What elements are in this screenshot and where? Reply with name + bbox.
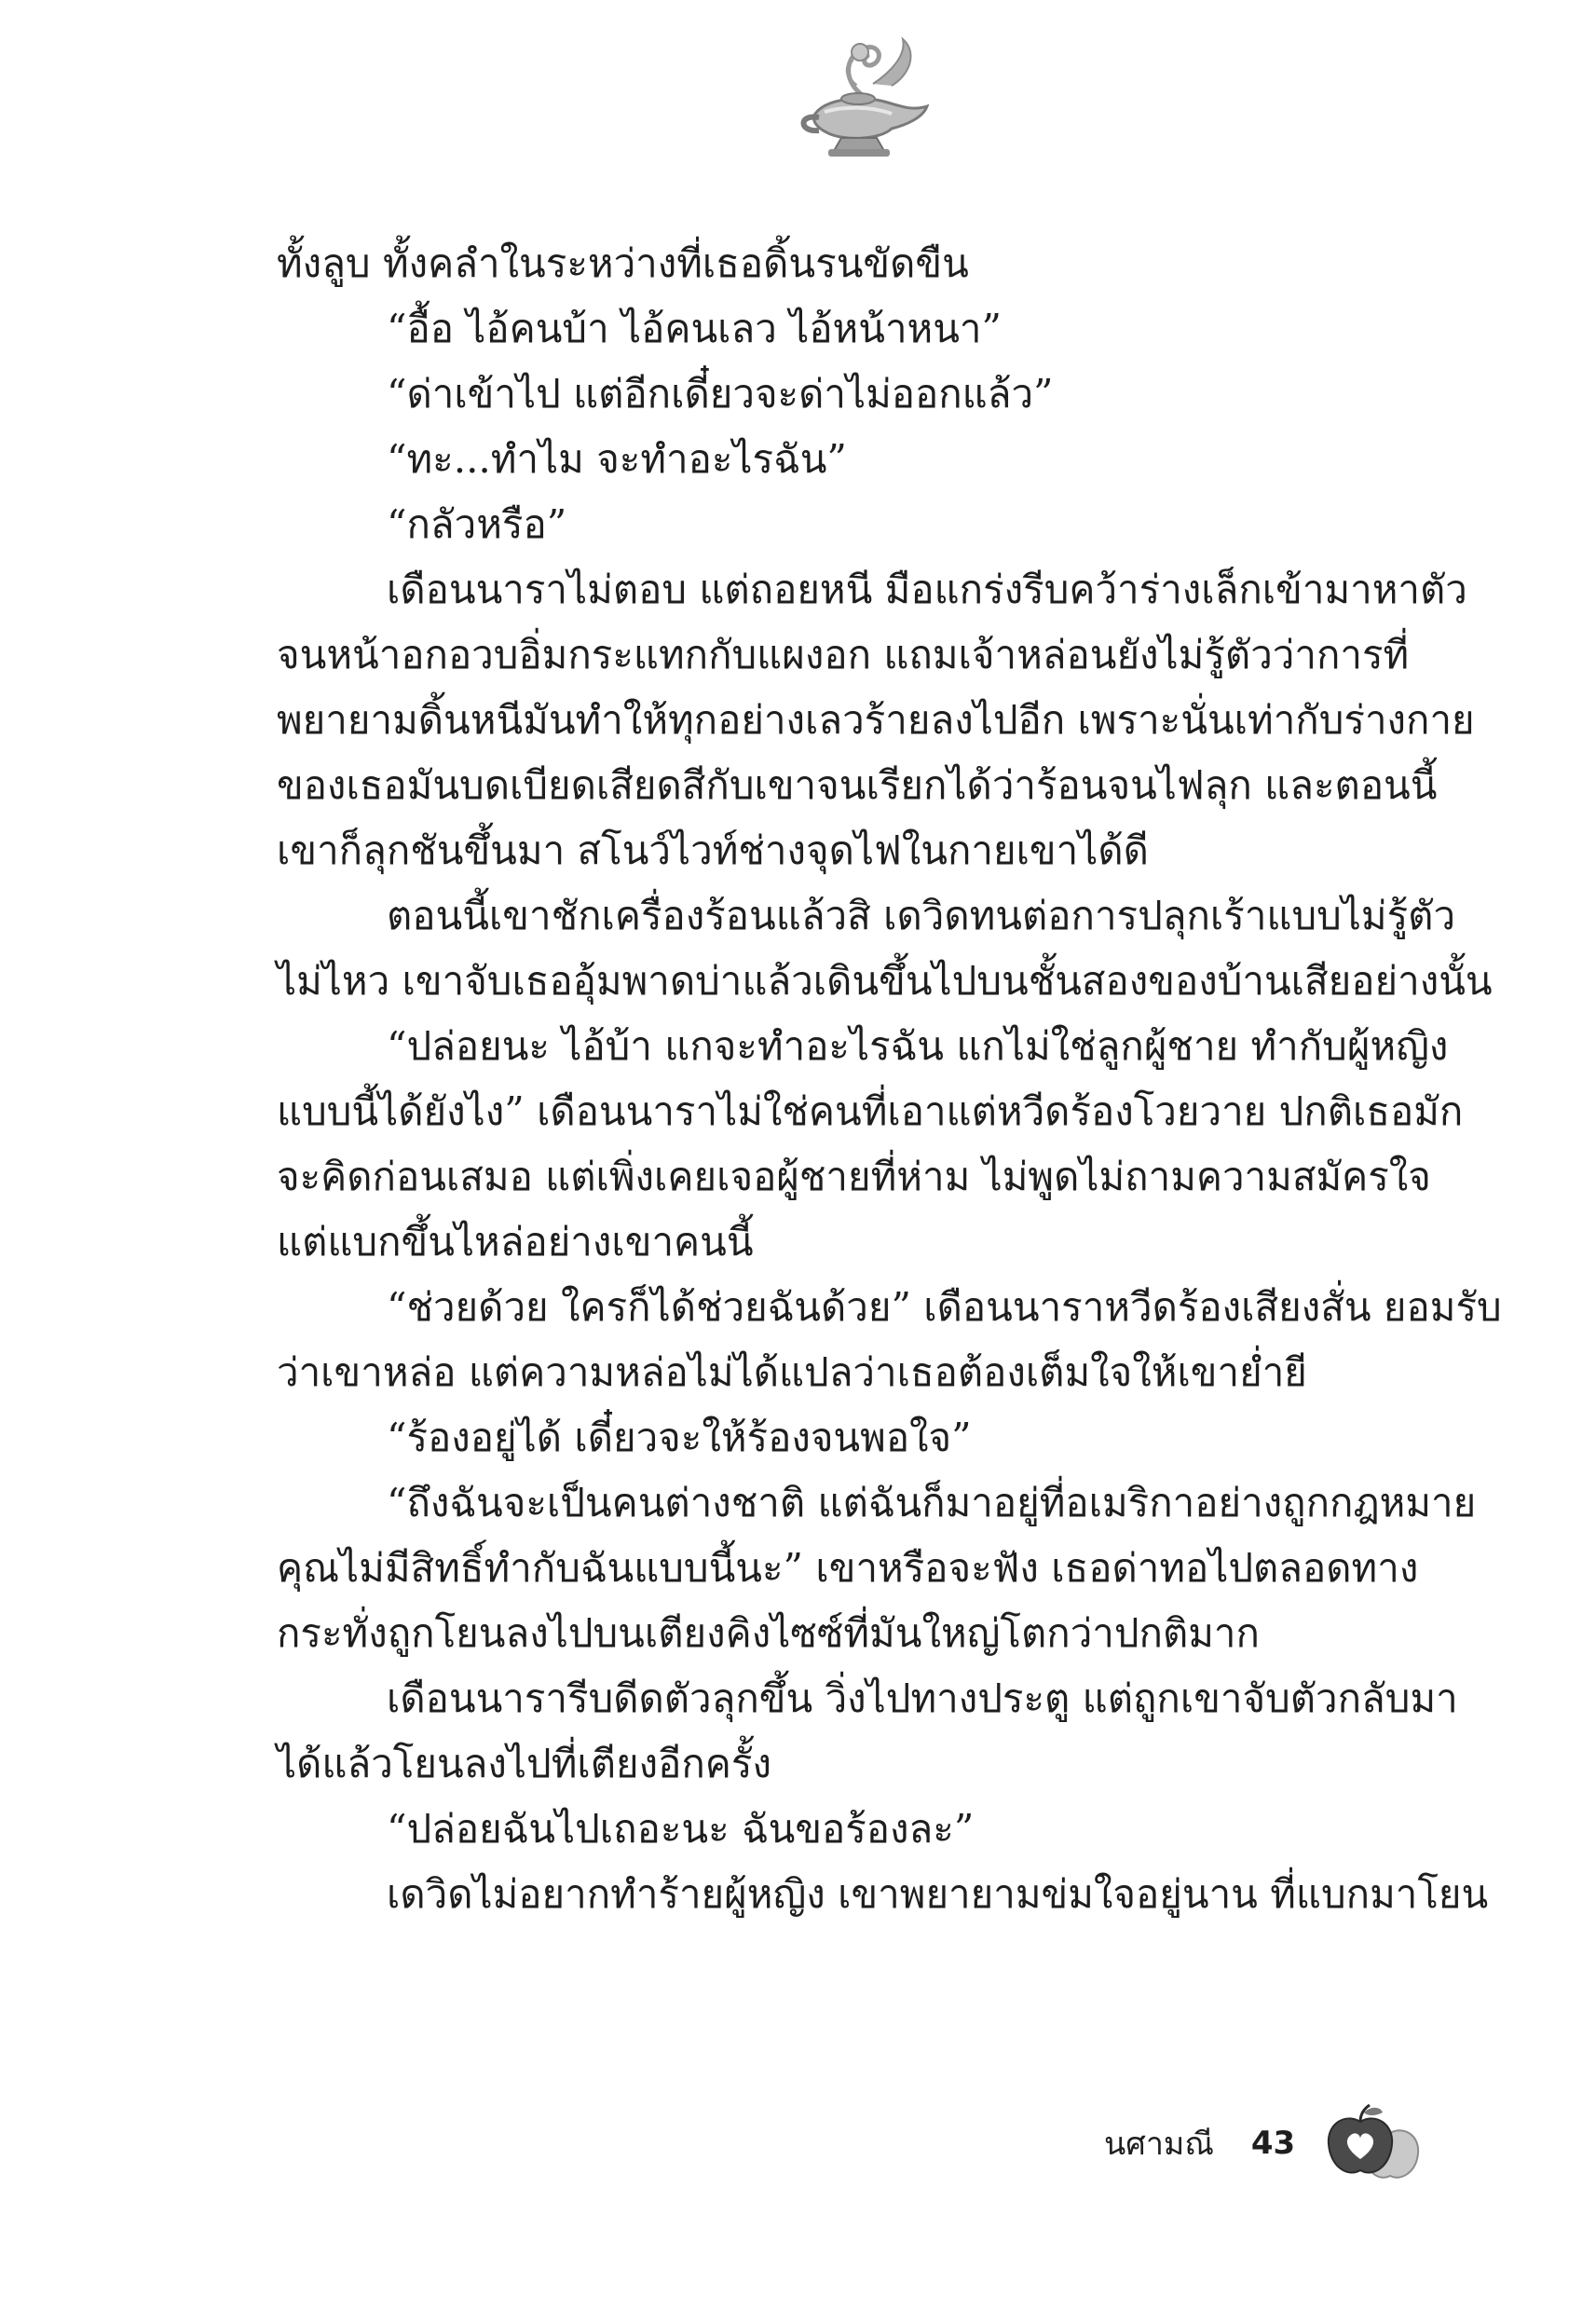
text-line: “ปล่อยฉันไปเถอะนะ ฉันขอร้องละ” — [387, 1806, 975, 1852]
text-line: จนหน้าอกอวบอิ่มกระแทกกับแผงอก แถมเจ้าหล่อนยังไม่รู้ตัวว่าการที่ — [277, 632, 1410, 677]
text-line: “ช่วยด้วย ใครก็ได้ช่วยฉันด้วย” เดือนนาราหวีดร้องเสียงสั่น ยอมรับ — [387, 1284, 1502, 1330]
text-line: “อื้อ ไอ้คนบ้า ไอ้คนเลว ไอ้หน้าหนา” — [387, 306, 1002, 351]
text-line: ของเธอมันบดเบียดเสียดสีกับเขาจนเรียกได้ว่าร้อนจนไฟลุก และตอนนี้ — [277, 762, 1438, 808]
text-line: “กลัวหรือ” — [387, 501, 567, 547]
text-line: “ด่าเข้าไป แต่อีกเดี๋ยวจะด่าไม่ออกแล้ว” — [387, 371, 1054, 417]
page-number: 43 — [1250, 2125, 1296, 2162]
text-line: กระทั่งถูกโยนลงไปบนเตียงคิงไซซ์ที่มันใหญ่โตกว่าปกติมาก — [277, 1610, 1260, 1656]
text-line: “ปล่อยนะ ไอ้บ้า แกจะทำอะไรฉัน แกไม่ใช่ลูกผู้ชาย ทำกับผู้หญิง — [387, 1023, 1449, 1069]
text-line: ได้แล้วโยนลงไปที่เตียงอีกครั้ง — [277, 1741, 771, 1786]
text-line: ทั้งลูบ ทั้งคลำในระหว่างที่เธอดิ้นรนขัดขืน — [277, 240, 969, 286]
text-line: ตอนนี้เขาชักเครื่องร้อนแล้วสิ เดวิดทนต่อการปลุกเร้าแบบไม่รู้ตัว — [387, 893, 1456, 938]
text-line: ว่าเขาหล่อ แต่ความหล่อไม่ได้แปลว่าเธอต้องเต็มใจให้เขาย่ำยี — [277, 1349, 1307, 1395]
text-line: จะคิดก่อนเสมอ แต่เพิ่งเคยเจอผู้ชายที่ห่าม ไม่พูดไม่ถามความสมัครใจ — [277, 1154, 1431, 1199]
text-line: “ทะ...ทำไม จะทำอะไรฉัน” — [387, 436, 847, 482]
text-line: แต่แบกขึ้นไหล่อย่างเขาคนนี้ — [277, 1219, 754, 1265]
book-title: นศามณี — [1104, 2126, 1214, 2163]
text-line: คุณไม่มีสิทธิ์ทำกับฉันแบบนี้นะ” เขาหรือจะฟัง เธอด่าทอไปตลอดทาง — [277, 1545, 1419, 1591]
text-line: เดือนนารารีบดีดตัวลุกขึ้น วิ่งไปทางประตู แต่ถูกเขาจับตัวกลับมา — [387, 1675, 1458, 1721]
text-line: เขาก็ลุกชันขึ้นมา สโนว์ไวท์ช่างจุดไฟในกายเขาได้ดี — [277, 827, 1149, 873]
heart-apple-icon — [1323, 2101, 1425, 2185]
page-footer — [1104, 2101, 1425, 2185]
text-line: แบบนี้ได้ยังไง” เดือนนาราไม่ใช่คนที่เอาแต่หวีดร้องโวยวาย ปกติเธอมัก — [277, 1088, 1464, 1134]
genie-lamp-icon — [787, 28, 946, 168]
text-line: ไม่ไหว เขาจับเธออุ้มพาดบ่าแล้วเดินขึ้นไปบนชั้นสองของบ้านเสียอย่างนั้น — [277, 958, 1493, 1004]
text-line: เดือนนาราไม่ตอบ แต่ถอยหนี มือแกร่งรีบคว้าร่างเล็กเข้ามาหาตัว — [387, 567, 1467, 612]
text-line: พยายามดิ้นหนีมันทำให้ทุกอย่างเลวร้ายลงไปอีก เพราะนั่นเท่ากับร่างกาย — [277, 697, 1475, 743]
text-line: “ถึงฉันจะเป็นคนต่างชาติ แต่ฉันก็มาอยู่ที่อเมริกาอย่างถูกกฎหมาย — [387, 1480, 1477, 1525]
text-line: เดวิดไม่อยากทำร้ายผู้หญิง เขาพยายามข่มใจอยู่นาน ที่แบกมาโยน — [387, 1871, 1489, 1917]
text-line: “ร้องอยู่ได้ เดี๋ยวจะให้ร้องจนพอใจ” — [387, 1415, 972, 1460]
